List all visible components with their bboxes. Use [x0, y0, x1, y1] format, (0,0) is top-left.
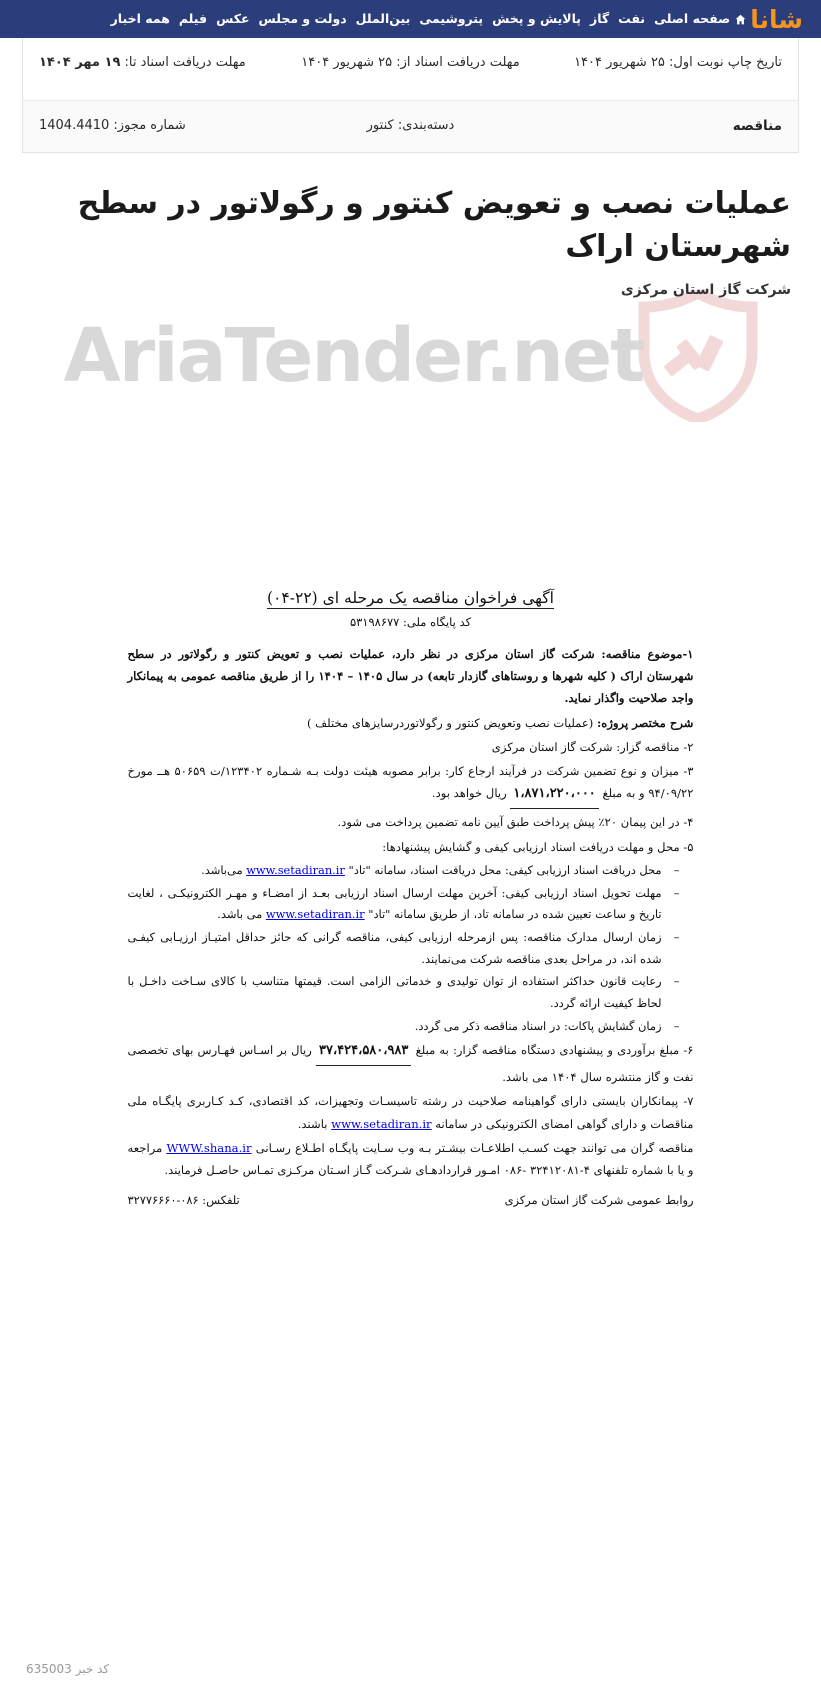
document-item-4: ۴- در این پیمان ۲۰٪ پیش پرداخت طبق آیین نامه تضمین پرداخت می شود. [337, 815, 694, 830]
article-organization: شرکت گاز استان مرکزی [620, 282, 791, 299]
document-title: آگهی فراخوان مناقصه یک مرحله ای (۲۲-۰۴) [267, 589, 554, 608]
site-logo[interactable]: شانا [750, 4, 803, 34]
meta-docs-until [39, 52, 287, 74]
nav-item-oil[interactable]: نفت [618, 10, 646, 26]
nav-item-gas[interactable]: گاز [590, 10, 610, 26]
item-3-text-b: ریال خواهد بود. [431, 786, 507, 801]
estimated-amount: ۳۷،۴۲۴،۵۸۰،۹۸۳ [316, 1039, 411, 1066]
bullet-2-before: مهلت تحویل اسناد ارزیابی کیفی: آخرین مهلت ارسال اسناد ارزیابی بعـد از امضـاء و مهـر الکترونیکـی ، لغایت تاریخ و ساعت تعیین شده در سامانه تاد، از طریق سامانه "تاد" [127, 885, 662, 922]
closing-text-a: مناقصه گران می توانند جهت کسـب اطلاعـات بیشـتر بـه وب سـایت پایگـاه اطـلاع رسـانی [255, 1140, 694, 1155]
watermark-text: AriaTender.net [63, 312, 644, 399]
document-bullet-list [128, 860, 694, 1037]
document-item-6 [128, 1039, 694, 1088]
nav-item-refining[interactable]: پالایش و پخش [492, 10, 581, 26]
meta-dates-row [23, 38, 798, 100]
telefax-number: تلفکس: ۰۸۶-۳۲۷۷۶۶۶۰ [127, 1193, 240, 1208]
meta-tender-type: مناقصه [732, 118, 782, 134]
document-item-7 [128, 1090, 694, 1135]
nav-item-international[interactable]: بین‌الملل [355, 10, 411, 26]
nav-label-home: صفحه اصلی [654, 10, 731, 26]
nav-item-government[interactable]: دولت و مجلس [258, 10, 347, 26]
document-item-5: ۵- محل و مهلت دریافت اسناد ارزیابی کیفی و گشایش پیشنهادها: [382, 839, 694, 854]
bullet-item-4 [128, 971, 680, 1014]
main-navigation [110, 10, 747, 26]
bullet-3-before: زمان ارسال مدارک مناقصه: پس ازمرحله ارزیابی کیفی، مناقصه گرانی که حائز حداقل امتیـاز ارزیـابی کیفـی شده اند، در مراحل بعدی مناقصه شرکت می‌نمایند. [127, 929, 662, 966]
document-signature-row [128, 1193, 694, 1207]
item-7-text-b: باشند. [297, 1116, 328, 1131]
document-item-1 [128, 643, 694, 710]
document-item-3 [128, 760, 694, 809]
meta-category: دسته‌بندی: کنتور [366, 118, 455, 134]
nav-item-photo[interactable]: عکس [216, 10, 250, 26]
bullet-item-1 [128, 860, 680, 882]
nav-item-all-news[interactable]: همه اخبار [110, 10, 170, 26]
bullet-1-before: محل دریافت اسناد ارزیابی کیفی: محل دریافت اسناد، سامانه "تاد" [348, 862, 662, 877]
bullet-item-2 [128, 883, 680, 926]
closing-text-b: مراجعه و یا با شماره تلفنهای ۴-۳۲۴۱۲۰۸۱ -۰۸۶ امـور قراردادهـای شـرکت گـاز اسـتان مرکـزی تمـاس حاصـل فرمایند. [127, 1140, 694, 1178]
bullet-item-5 [128, 1016, 680, 1038]
nav-item-video[interactable]: فیلم [178, 10, 208, 26]
page-title: عملیات نصب و تعویض کنتور و رگولاتور در سطح شهرستان اراک [77, 185, 791, 264]
document-item-2: ۲- مناقصه گزار: شرکت گاز استان مرکزی [491, 739, 694, 754]
setadiran-link-3[interactable]: www.setadiran.ir [331, 1116, 432, 1131]
brief-label: شرح مختصر پروژه: [597, 715, 694, 730]
brief-text: (عملیات نصب وتعویض کنتور و رگولاتوردرسایزهای مختلف ) [306, 715, 594, 730]
page-footer [0, 1658, 821, 1677]
tender-document-body [128, 298, 694, 1207]
item-7-text-a: ۷- پیمانکاران بایستی دارای گواهینامه صلاحیت در رشته تاسیسـات وتجهیزات، کد اقتصادی، کـد کـاربری پایگـاه ملی مناقصات و دارای گواهی امضای الکترونیکی در سامانه [127, 1094, 694, 1131]
document-brief-description [128, 712, 694, 734]
document-closing-paragraph [128, 1137, 694, 1182]
setadiran-link-1[interactable]: www.setadiran.ir [246, 862, 345, 877]
meta-docs-from: مهلت دریافت اسناد از: ۲۵ شهریور ۱۴۰۴ [301, 55, 520, 70]
bullet-1-after: می‌باشد. [201, 862, 243, 877]
site-navbar [0, 0, 821, 38]
setadiran-link-2[interactable]: www.setadiran.ir [265, 907, 365, 922]
meta-permit-number: شماره مجوز: 1404.4410 [38, 118, 186, 134]
public-relations-signature: روابط عمومی شرکت گاز استان مرکزی [504, 1193, 694, 1208]
nav-item-petrochemical[interactable]: پتروشیمی [419, 10, 484, 26]
nav-item-home[interactable] [654, 10, 746, 26]
guarantee-amount: ۱،۸۷۱،۲۲۰،۰۰۰ [510, 782, 598, 809]
item-6-text-a: ۶- مبلغ برآوردی و پیشنهادی دستگاه مناقصه گزار: به مبلغ [415, 1043, 694, 1058]
meta-docs-until-label: مهلت دریافت اسناد تا: [124, 55, 246, 70]
news-code: کد خبر 635003 [26, 1662, 110, 1676]
home-icon [735, 14, 746, 25]
shana-link[interactable]: WWW.shana.ir [166, 1140, 252, 1155]
article-header [0, 153, 821, 298]
item-1-number: ۱- [682, 646, 694, 661]
item-3-text-a: ۳- میزان و نوع تضمین شرکت در فرآیند ارجاع کار: برابر مصوبه هیئت دولت بـه شـماره ۱۲۳۴۰۲/ت ۵۰۶۵۹ هــ مورخ ۹۴/۰۹/۲۲ و به مبلغ [127, 764, 694, 801]
bullet-5-before: زمان گشایش پاکات: در اسناد مناقصه ذکر می گردد. [414, 1018, 662, 1033]
item-1-text: موضوع مناقصه: شرکت گاز استان مرکزی در نظر دارد، عملیات نصب و تعویض کنتور و رگولاتور در سطح شهرستان اراک ( کلیه شهرها و روستاهای گازدار تابعه) در سال ۱۴۰۵ – ۱۴۰۴ را از طریق مناقصه عمومی به پیمانکار واجد صلاحیت واگذار نماید. [127, 646, 694, 706]
bullet-2-after: می باشد. [217, 907, 263, 922]
meta-classification-row [23, 100, 798, 152]
item-6-text-b: ریال بر اسـاس فهـارس بهای تخصصی نفت و گاز منتشره سال ۱۴۰۴ می باشد. [127, 1043, 694, 1085]
document-national-code: کد پایگاه ملی: ۵۳۱۹۸۶۷۷ [349, 614, 472, 629]
bullet-4-before: رعایت قانون حداکثر استفاده از توان تولیدی و خدماتی الزامی است. قیمتها متناسب با کالای سـاخت داخـل با لحاظ کیفیت ارائه گردد. [127, 974, 662, 1010]
bullet-item-3 [128, 927, 680, 970]
meta-print-date: تاریخ چاپ نوبت اول: ۲۵ شهریور ۱۴۰۴ [574, 55, 782, 70]
tender-meta-panel [0, 38, 821, 153]
meta-docs-until-value: ۱۹ مهر ۱۴۰۴ [38, 55, 121, 70]
